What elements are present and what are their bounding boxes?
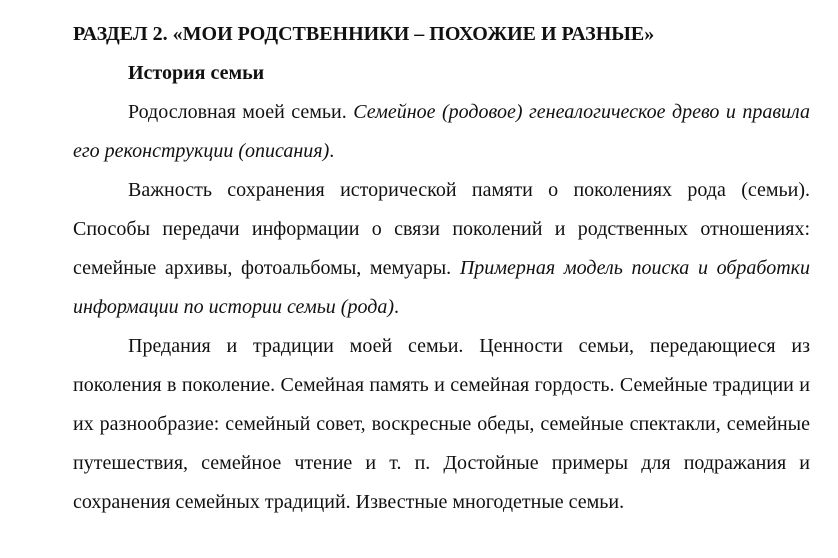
paragraph-text: Родословная моей семьи. (128, 101, 354, 123)
paragraph-text: Предания и традиции моей семьи. Ценности семьи, передающиеся из поколения в поколение. Семейная память и семейная гордость. Семейные традиции и их разнообразие: семейный совет, воскресные обеды, семейные спектакли, семейные путешествия, семейное чтение и т. п. Достойные примеры для подражания и сохранения семейных традиций. Известные многодетные семьи. (73, 335, 810, 513)
subsection-heading: История семьи (128, 62, 265, 84)
paragraph-text: . (393, 296, 399, 318)
paragraph-italic-text: Примерная модель поиска и обработки информации по истории семьи (рода) (73, 257, 810, 318)
paragraph-text: . (329, 140, 335, 162)
paragraph-italic-text: Семейное (родовое) генеалогическое древо и правила его реконструкции (описания) (73, 101, 810, 162)
paragraph-historical-memory (73, 171, 810, 327)
paragraph-genealogy (73, 93, 810, 171)
section-heading: РАЗДЕЛ 2. «МОИ РОДСТВЕННИКИ – ПОХОЖИЕ И РАЗНЫЕ» (73, 23, 655, 45)
paragraph-family-traditions (73, 327, 810, 522)
paragraph-text: Важность сохранения исторической памяти о поколениях рода (семьи). Способы передачи информации о связи поколений и родственных отношениях: семейные архивы, фотоальбомы, мемуары. (73, 179, 810, 279)
